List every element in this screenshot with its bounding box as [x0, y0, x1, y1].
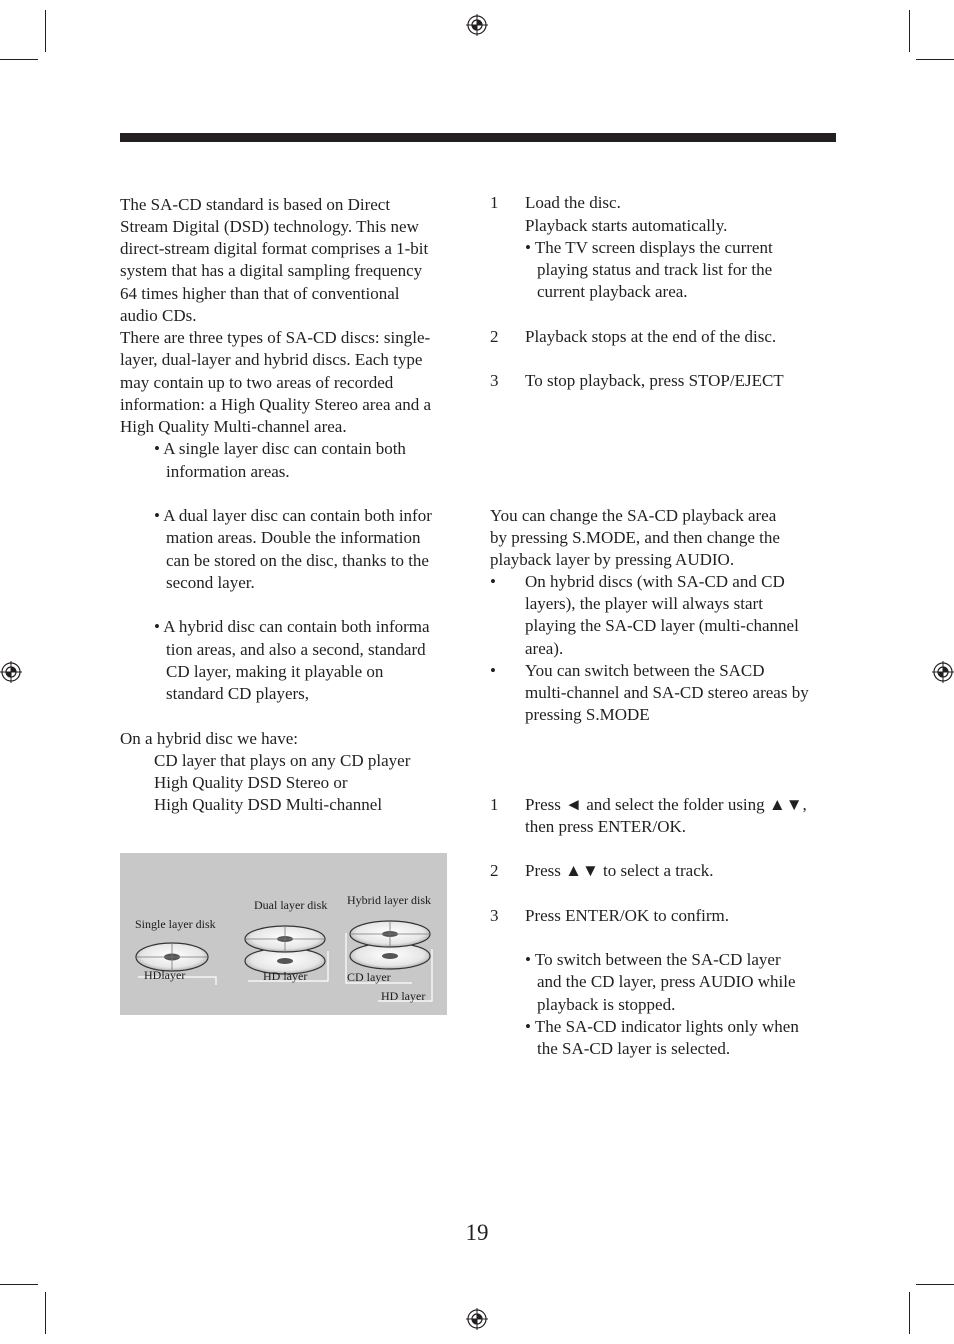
list-item: mation areas. Double the information — [166, 528, 421, 547]
bullet-text: On hybrid discs (with SA-CD and CD — [525, 572, 785, 591]
list-item: second layer. — [166, 573, 255, 592]
note-line: • To switch between the SA-CD layer — [525, 950, 781, 969]
bullet-mark: • — [490, 572, 496, 591]
text-line: High Quality Multi-channel area. — [120, 417, 347, 436]
bullet-text: pressing S.MODE — [525, 705, 650, 724]
registration-mark-icon — [0, 661, 22, 683]
section-heading: On a hybrid disc we have: — [120, 729, 298, 748]
note-line: the SA-CD layer is selected. — [537, 1039, 731, 1058]
list-item: High Quality DSD Stereo or — [154, 773, 348, 792]
figure-label: HD layer — [263, 969, 308, 983]
list-item: information areas. — [166, 462, 290, 481]
step-text: Press ENTER/OK to confirm. — [525, 906, 729, 925]
crop-mark — [916, 59, 954, 60]
step-note: current playback area. — [537, 282, 688, 301]
list-item: • A single layer disc can contain both — [154, 439, 406, 458]
text-line: direct-stream digital format comprises a 1-bit — [120, 239, 429, 258]
list-item: CD layer, making it playable on — [166, 662, 384, 681]
crop-mark — [909, 1292, 910, 1334]
figure-label: HDlayer — [144, 968, 186, 982]
figure-label: Dual layer disk — [254, 898, 328, 912]
list-item: CD layer that plays on any CD player — [154, 751, 411, 770]
crop-mark — [45, 1292, 46, 1334]
crop-mark — [45, 10, 46, 52]
list-item: standard CD players, — [166, 684, 310, 703]
registration-mark-icon — [466, 1308, 488, 1330]
registration-mark-icon — [932, 661, 954, 683]
crop-mark — [909, 10, 910, 52]
page-number: 19 — [465, 1220, 489, 1245]
header-rule — [120, 133, 836, 142]
step-text: Press ◄ and select the folder using ▲▼, — [525, 795, 807, 814]
text-line: system that has a digital sampling frequency — [120, 261, 423, 280]
step-number: 2 — [490, 861, 499, 880]
disc-types-figure — [120, 853, 447, 1015]
note-line: playback is stopped. — [537, 995, 676, 1014]
step-text: Playback stops at the end of the disc. — [525, 327, 777, 346]
text-line: Stream Digital (DSD) technology. This new — [120, 217, 419, 236]
figure-label: CD layer — [347, 970, 391, 984]
list-item: • A dual layer disc can contain both infor — [154, 506, 432, 525]
figure-label: Hybrid layer disk — [347, 893, 431, 907]
step-text: Press ▲▼ to select a track. — [525, 861, 714, 880]
text-line: by pressing S.MODE, and then change the — [490, 528, 780, 547]
text-line: You can change the SA-CD playback area — [490, 506, 777, 525]
registration-mark-icon — [466, 14, 488, 36]
text-line: The SA-CD standard is based on Direct — [120, 195, 391, 214]
figure-label: HD layer — [381, 989, 426, 1003]
text-line: There are three types of SA-CD discs: single- — [120, 328, 431, 347]
step-text: Load the disc. — [525, 193, 621, 212]
step-text: To stop playback, press STOP/EJECT — [525, 371, 784, 390]
step-number: 3 — [490, 371, 499, 390]
step-text: then press ENTER/OK. — [525, 817, 687, 836]
step-number: 1 — [490, 795, 499, 814]
list-item: • A hybrid disc can contain both informa — [154, 617, 430, 636]
step-note: • The TV screen displays the current — [525, 238, 773, 257]
bullet-text: area). — [525, 639, 564, 658]
note-line: • The SA-CD indicator lights only when — [525, 1017, 799, 1036]
step-number: 2 — [490, 327, 499, 346]
crop-mark — [0, 59, 38, 60]
bullet-text: layers), the player will always start — [525, 594, 763, 613]
crop-mark — [916, 1284, 954, 1285]
text-line: audio CDs. — [120, 306, 197, 325]
list-item: tion areas, and also a second, standard — [166, 640, 426, 659]
crop-mark — [0, 1284, 38, 1285]
step-number: 1 — [490, 193, 499, 212]
text-line: playback layer by pressing AUDIO. — [490, 550, 735, 569]
step-note: playing status and track list for the — [537, 260, 773, 279]
bullet-mark: • — [490, 661, 496, 680]
bullet-text: playing the SA-CD layer (multi-channel — [525, 616, 799, 635]
text-line: may contain up to two areas of recorded — [120, 373, 394, 392]
list-item: High Quality DSD Multi-channel — [154, 795, 383, 814]
note-line: and the CD layer, press AUDIO while — [537, 972, 796, 991]
text-line: information: a High Quality Stereo area and a — [120, 395, 432, 414]
text-line: 64 times higher than that of conventional — [120, 284, 400, 303]
text-line: layer, dual-layer and hybrid discs. Each type — [120, 350, 423, 369]
bullet-text: You can switch between the SACD — [525, 661, 765, 680]
step-number: 3 — [490, 906, 499, 925]
step-text: Playback starts automatically. — [525, 216, 728, 235]
list-item: can be stored on the disc, thanks to the — [166, 551, 429, 570]
figure-label: Single layer disk — [135, 917, 216, 931]
bullet-text: multi-channel and SA-CD stereo areas by — [525, 683, 809, 702]
